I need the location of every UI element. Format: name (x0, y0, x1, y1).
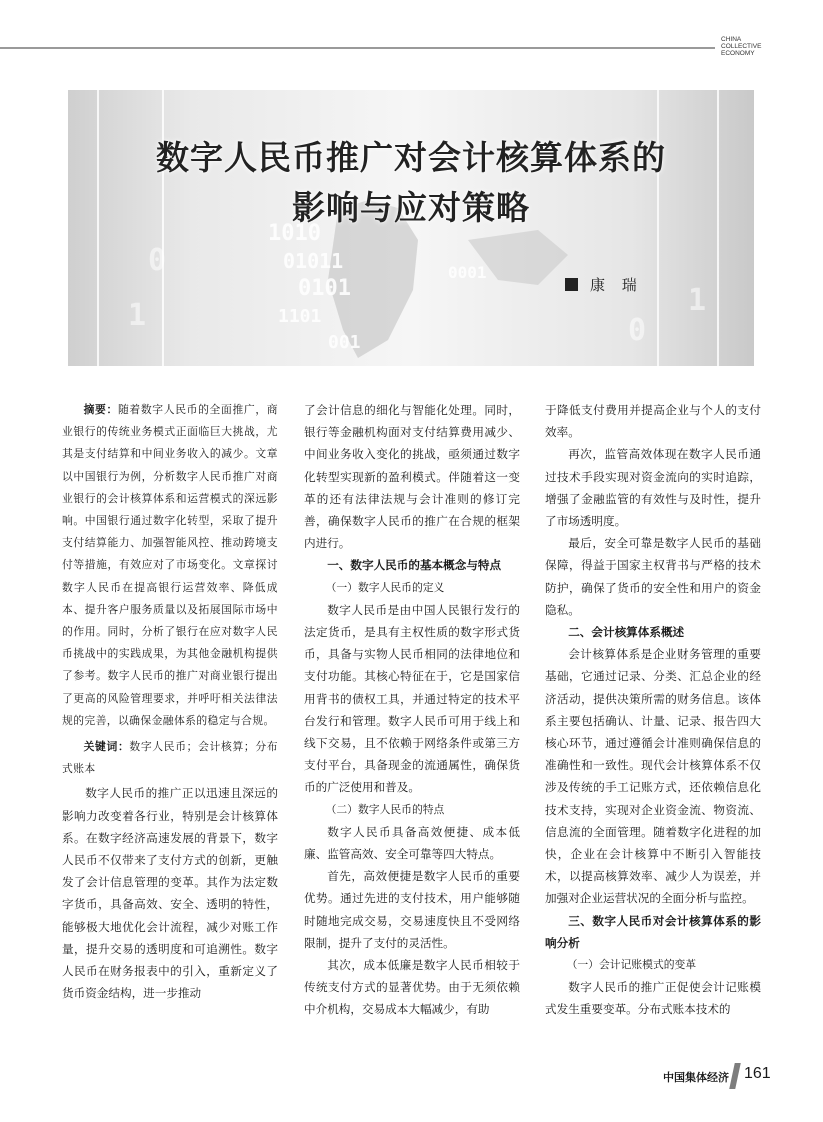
paragraph: 最后，安全可靠是数字人民币的基础保障，得益于国家主权背书与严格的技术防护，确保了货币的安全性和用户的资金隐私。 (545, 536, 761, 617)
footer-bar (729, 1063, 741, 1089)
paragraph: 了会计信息的细化与智能化处理。同时，银行等金融机构面对支付结算费用减少、中间业务收入变化的挑战，亟须通过数字化转型实现新的盈利模式。伴随着这一变革的还有法律法规与会计准则的修订完善，确保数字人民币的推广在合规的框架内进行。 (304, 403, 520, 551)
journal-name: 中国集体经济 (663, 1072, 729, 1084)
text-column-2 (304, 399, 520, 1021)
svg-text:001: 001 (328, 332, 361, 353)
svg-text:0001: 0001 (448, 263, 487, 282)
paragraph: 数字人民币具备高效便捷、成本低廉、监管高效、安全可靠等四大特点。 (304, 824, 520, 862)
author-name: 康 瑞 (590, 276, 643, 294)
paragraph: 数字人民币的推广正以迅速且深远的影响力改变着各行业，特别是会计核算体系。在数字经济高速发展的背景下，数字人民币不仅带来了支付方式的创新，更触发了会计信息管理的变革。其作为法定数字货币，具备高效、安全、透明的特性，能够极大地优化会计流程，减少对账工作量，提升交易的透明度和可追溯性。数字人民币在财务报表中的引入，重新定义了货币资金结构，进一步推动 (62, 786, 278, 1001)
paragraph: 首先，高效便捷是数字人民币的重要优势。通过先进的支付技术，用户能够随时随地完成交易，交易速度快且不受网络限制，提升了支付的灵活性。 (304, 869, 520, 950)
svg-text:0: 0 (148, 243, 167, 278)
subsection-heading: （一）会计记账模式的变革 (566, 958, 697, 972)
svg-text:1101: 1101 (278, 306, 322, 327)
svg-text:1: 1 (688, 283, 707, 318)
svg-text:0: 0 (628, 313, 647, 348)
paragraph: 于降低支付费用并提高企业与个人的支付效率。 (545, 403, 761, 440)
article-title-line1: 数字人民币推广对会计核算体系的 (156, 138, 666, 177)
keywords (62, 736, 278, 780)
text-column-1 (62, 399, 278, 1004)
author (565, 274, 643, 295)
text-column-3 (545, 399, 761, 1021)
header-rule (0, 47, 715, 49)
paragraph: 其次，成本低廉是数字人民币相较于传统支付方式的显著优势。由于无须依赖中介机构，交易成本大幅减少，有助 (304, 958, 520, 1017)
section-heading: 一、数字人民币的基本概念与特点 (327, 558, 502, 573)
masthead-line: ECONOMY (721, 50, 755, 57)
title-banner (68, 90, 754, 366)
section-heading: 三、数字人民币对会计核算体系的影响分析 (545, 913, 761, 950)
article-title-line2: 影响与应对策略 (292, 188, 530, 227)
svg-text:1: 1 (128, 298, 147, 333)
paragraph: 数字人民币是由中国人民银行发行的法定货币，是具有主权性质的数字形式货币，具备与实物人民币相同的法律地位和支付功能。其核心特征在于，它是国家信用背书的债权工具，并通过特定的技术平台发行和管理。数字人民币可用于线上和线下交易，且不依赖于网络条件或第三方支付平台，具备现金的流通属性，确保货币的广泛使用和普及。 (304, 602, 520, 795)
masthead-logo (721, 36, 801, 57)
paragraph: 再次，监管高效体现在数字人民币通过技术手段实现对资金流向的实时追踪，增强了金融监管的有效性与及时性，提升了市场透明度。 (545, 447, 761, 529)
abstract (62, 399, 278, 732)
keywords-text: 数字人民币；会计核算；分布式账本 (62, 740, 278, 776)
abstract-label: 摘要： (83, 403, 118, 416)
masthead-line: COLLECTIVE (721, 43, 762, 50)
page-number: 161 (744, 1065, 771, 1082)
section-heading: 二、会计核算体系概述 (568, 625, 685, 640)
svg-text:0101: 0101 (298, 276, 351, 301)
paragraph: 会计核算体系是企业财务管理的重要基础，它通过记录、分类、汇总企业的经济活动，提供决策所需的财务信息。该体系主要包括确认、计量、记录、报告四大核心环节，通过遵循会计准则确保信息的准确性和一致性。现代会计核算体系不仅涉及传统的手工记账方式，还依赖信息化技术支持，实现对企业资金流、物资流、信息流的全面管理。随着数字化进程的加快，企业在会计核算中不断引入智能技术，以提高核算效率、减少人为误差，并加强对企业运营状况的全面分析与监控。 (545, 647, 761, 906)
keywords-label: 关键词： (83, 740, 130, 754)
paragraph: 数字人民币的推广正促使会计记账模式发生重要变革。分布式账本技术的 (545, 980, 761, 1017)
svg-text:1010: 1010 (268, 221, 321, 246)
subsection-heading: （二）数字人民币的特点 (325, 802, 445, 816)
svg-text:01011: 01011 (283, 249, 344, 273)
abstract-text: 随着数字人民币的全面推广，商业银行的传统业务模式正面临巨大挑战，尤其是支付结算和中间业务收入的减少。文章以中国银行为例，分析数字人民币推广对商业银行的会计核算体系和运营模式的深远影响。中国银行通过数字化转型，采取了提升支付结算能力、加强智能风控、推动跨境支付等措施，有效应对了市场变化。文章探讨数字人民币在提高银行运营效率、降低成本、提升客户服务质量以及拓展国际市场中的作用。同时，分析了银行在应对数字人民币挑战中的实践成果，为其他金融机构提供了参考。数字人民币的推广对商业银行提出了更高的风险管理要求，并呼吁相关法律法规的完善，以确保金融体系的稳定与合规。 (62, 403, 278, 727)
square-bullet-icon (565, 278, 578, 291)
subsection-heading: （一）数字人民币的定义 (325, 580, 445, 594)
masthead-line: CHINA (721, 36, 742, 43)
